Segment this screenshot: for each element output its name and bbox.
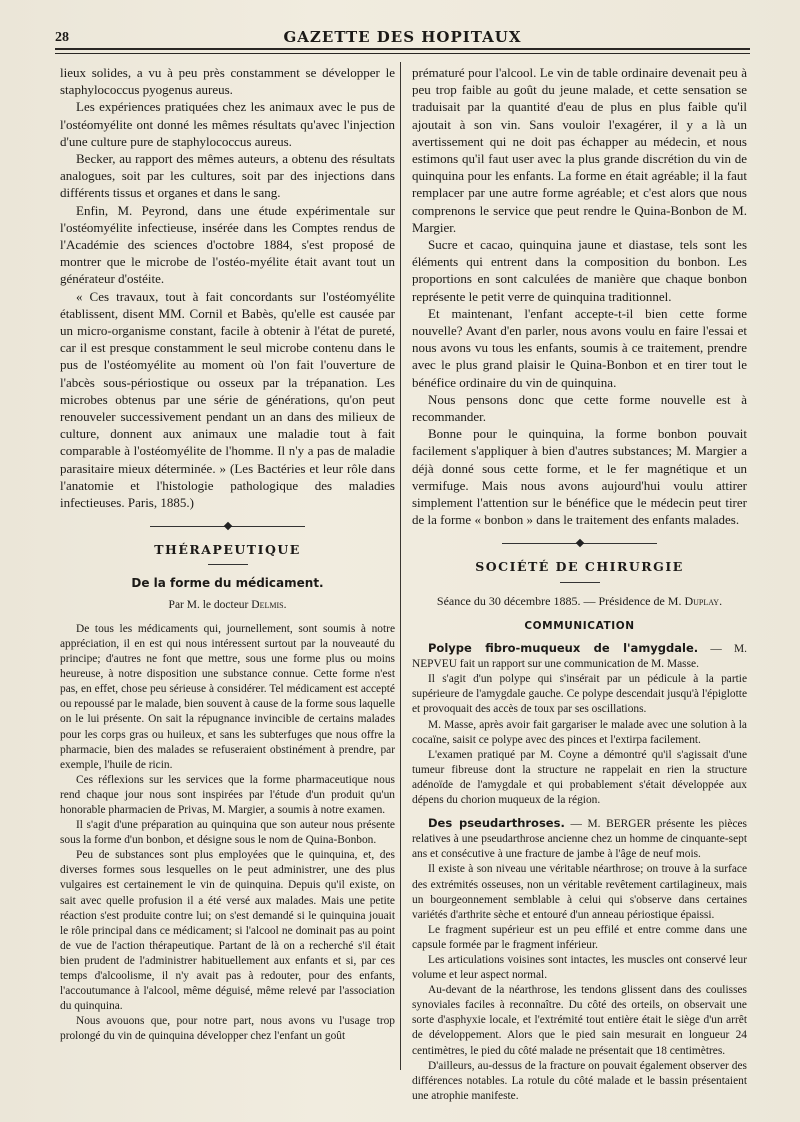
header-rule: [55, 48, 750, 50]
paragraph: Les expériences pratiquées chez les animaux avec le pus de l'ostéomyélite ont donné les mêmes résultats qu'avec l'injection d'une culture pure de staphylococcus aureus.: [60, 99, 395, 149]
section-separator: [60, 523, 395, 531]
article-title: De la forme du médicament.: [131, 576, 324, 591]
paragraph: prématuré pour l'alcool. Le vin de table ordinaire devenait peu à peu trop faible au goût du jeune malade, et cette sensation se traduisait par la quantité d'eau de plus en plus faible qu'il ajoutait à son vin. Sans vouloir l'exagérer, il y a là un avertissement qui ne doit pas échapper au médecin, et nous estimons qu'il faut user avec la plus grande discrétion du vin de quinquina pour les enfants. La forme en était agréable; il la faut remplacer par une autre forme agréable; et c'est alors que nous comprenons le service que peut rendre le Quina-Bonbon de M. Margier.: [412, 65, 747, 235]
section-title-therapeutique: THÉRAPEUTIQUE: [154, 542, 301, 558]
column-divider: [400, 62, 401, 1070]
paragraph: « Ces travaux, tout à fait concordants sur l'ostéomyélite établissent, disent MM. Cornil et Babès, qu'elle est causée par un micro-organisme constant, facile à obtenir à l'état de pureté, car il est presque constamment le seul microbe contenu dans le pus de l'ostéomyélite au moment où l'on fait l'ouverture de l'abcès sous-périostique ou osseux par la trépanation. Les microbes obtenus par une série de générations, qu'on peut renouveler successivement pendant un an dans des milieux de culture, donnent aux animaux une maladie tout à fait comparable à l'ostéomyélite de l'homme. Il n'y a pas de maladie parasitaire mieux déterminée. » (Les Bactéries et leur rôle dans l'anatomie et l'histologie pathologique des maladies infectieuses. Paris, 1885.): [60, 288, 395, 511]
seance-president: Duplay.: [684, 593, 723, 608]
paragraph: Au-devant de la néarthrose, les tendons glissent dans des coulisses synoviales faciles à reconnaître. Du côté des orteils, on observait une sorte d'asphyxie locale, et l'extrémité tout entière était le siège d'un arrêt de développement. Alors que le pied sain mesurait en longueur 24 centimètres, le pied du côté malade ne présentait que 18 centimètres.: [412, 984, 747, 1057]
paragraph: Il s'agit d'un polype qui s'insérait par un pédicule à la partie supérieure de l'amygdale gauche. Ce polype descendait jusqu'à l'épiglotte et provoquait des accès de toux par ses oscillations.: [412, 673, 747, 716]
polype-heading: Polype fibro-muqueux de l'amygdale.: [428, 641, 699, 656]
paragraph: Nous pensons donc que cette forme nouvelle est à recommander.: [412, 391, 747, 425]
section-rule: [560, 582, 600, 583]
byline-prefix: Par M. le docteur: [168, 598, 249, 611]
polype-article: [412, 641, 747, 1104]
paragraph: Ces réflexions sur les services que la forme pharmaceutique nous rend chaque jour nous sont inspirées par l'étude d'un produit qu'un honorable pharmacien de Privas, M. Margier, a soumis à notre examen.: [60, 773, 395, 817]
paragraph: Becker, au rapport des mêmes auteurs, a obtenu des résultats analogues, soit par les cultures, soit par des injections dans différents tissus et organes et dans le sang.: [60, 151, 395, 201]
paragraph: De tous les médicaments qui, journellement, sont soumis à notre appréciation, il en est qui nous intéressent surtout par la nouveauté du principe; d'autres ne font que mettre, sous une forme plus ou moins heureuse, à notre disposition une substance connue. Cette forme n'est pas, en effet, chose peu sérieuse à considérer. Tel médicament est accepté ou repoussé par le malade, bien souvent à cause de la forme sous laquelle on le lui présente. On sait la répugnance invincible de certains malades pour les corps gras ou huileux, et sans les subterfuges que nous offre la pharmacie, bien des malades se refuseraient obstinément à prendre, par exemple, l'huile de ricin.: [60, 622, 395, 771]
pseudarthroses-lead: — M. BERGER présente les pièces relatives à une pseudarthrose ancienne chez un homme de cinquante-sept ans et consécutive à une fracture de jambe à l'âge de neuf mois.: [412, 818, 747, 861]
paragraph: lieux solides, a vu à peu près constamment se développer le staphylococcus pyogenus aureus.: [60, 65, 395, 98]
paragraph: Et maintenant, l'enfant accepte-t-il bien cette forme nouvelle? Avant d'en parler, nous avons voulu en faire l'essai et nous avons vu tous les enfants, soumis à ce traitement, prendre avec le plus grand plaisir le Quina-Bonbon et en tirer tout le bénéfice ordinaire du vin de quinquina.: [412, 305, 747, 390]
paragraph: Il existe à son niveau une véritable néarthrose; on trouve à la surface des extrémités osseuses, non un véritable revêtement cartilagineux, mais un bourgeonnement semblable à celui qui s'observe dans certaines variétés d'arthrite sèche et entouré d'un anneau périostique épaissi.: [412, 863, 747, 921]
paragraph: Nous avouons que, pour notre part, nous avons vu l'usage trop prolongé du vin de quinquina développer chez l'enfant un goût: [60, 1015, 395, 1043]
communication-label: COMMUNICATION: [524, 619, 635, 632]
paragraph: Il s'agit d'une préparation au quinquina que son auteur nous présente sous la forme d'un bonbon, et désigne sous le nom de Quina-Bonbon.: [60, 819, 395, 847]
header-rule-thin: [55, 53, 750, 54]
byline: [60, 597, 395, 614]
pseudarthroses-heading: Des pseudarthroses.: [428, 816, 565, 831]
paragraph: M. Masse, après avoir fait gargariser le malade avec une solution à la cocaïne, saisit ce polype avec des pinces et l'extirpa facilement.: [412, 718, 747, 746]
seance-text: Séance du 30 décembre 1885. — Présidence de M.: [436, 593, 682, 608]
paragraph: Les articulations voisines sont intactes, les muscles ont conservé leur volume et leur aspect normal.: [412, 953, 747, 982]
paragraph: [412, 641, 747, 672]
seance-line: [412, 593, 747, 610]
paragraph: Peu de substances sont plus employées que le quinquina, et, des diverses formes sous lesquelles on le peut administrer, une des plus vulgaires est certainement le vin de quinquina. Depuis qu'il existe, on sait avec quelle profusion il a été versé aux malades. Mais une petite réaction s'est produite contre lui; on s'est demandé si le quinquina jouait le rôle principal dans ce médicament; si l'alcool ne dominait pas au point de vue de l'action thérapeutique. Partant de là on a recherché s'il était bien prudent de l'administrer habituellement aux enfants et si, par ces temps d'alcoolisme, il n'y avait pas à redouter, pour des enfants, l'accoutumance à l'alcool, même déguisé, même relevé par l'association du quinquina.: [60, 849, 395, 1013]
byline-author: Delmis.: [251, 598, 287, 611]
paragraph: Sucre et cacao, quinquina jaune et diastase, tels sont les éléments qui entrent dans la composition du bonbon. Les proportions en sont calculées de manière que chaque bonbon représente le petit verre de quinquina traditionnel.: [412, 237, 747, 304]
page-number: 28: [55, 30, 69, 45]
journal-title: GAZETTE DES HOPITAUX: [283, 28, 522, 46]
section-separator: [412, 540, 747, 548]
paragraph: Le fragment supérieur est un peu effilé et entre comme dans une capsule formée par le fragment inférieur.: [412, 923, 747, 951]
section-title-societe-chirurgie: SOCIÉTÉ DE CHIRURGIE: [475, 559, 684, 575]
article-body: [60, 622, 395, 1045]
left-column: [60, 64, 395, 1045]
section-rule: [208, 564, 248, 565]
paragraph: D'ailleurs, au-dessus de la fracture on pouvait également observer des différences notables. La rotule du côté malade et le bassin présentaient une atrophie manifeste.: [412, 1059, 747, 1102]
right-column: [412, 64, 747, 1104]
paragraph: Bonne pour le quinquina, la forme bonbon pouvait facilement s'appliquer à bien d'autres substances; M. Margier a déjà donné sous cette forme, et le fer magnétique et un vermifuge. Mais nous avons aujourd'hui voulu attirer simplement l'attention sur le bénéfice que le médecin peut tirer de la forme « bonbon » dans le traitement des enfants malades.: [412, 426, 747, 528]
paragraph: L'examen pratiqué par M. Coyne a démontré qu'il s'agissait d'une tumeur fibreuse dont la structure ne rappelait en rien la structure adénoïde de l'amygdale et qui probablement s'était développée aux dépens du chorion muqueux de la région.: [412, 748, 747, 807]
polype-lead: — M. NEPVEU fait un rapport sur une communication de M. Masse.: [412, 643, 747, 671]
paragraph: [412, 816, 747, 862]
paragraph: Enfin, M. Peyrond, dans une étude expérimentale sur l'ostéomyélite infectieuse, insérée dans les Comptes rendus de l'Académie des sciences d'octobre 1884, s'est proposé de montrer que le microbe de l'ostéo-myélite était avant tout un générateur d'ostéite.: [60, 202, 395, 287]
